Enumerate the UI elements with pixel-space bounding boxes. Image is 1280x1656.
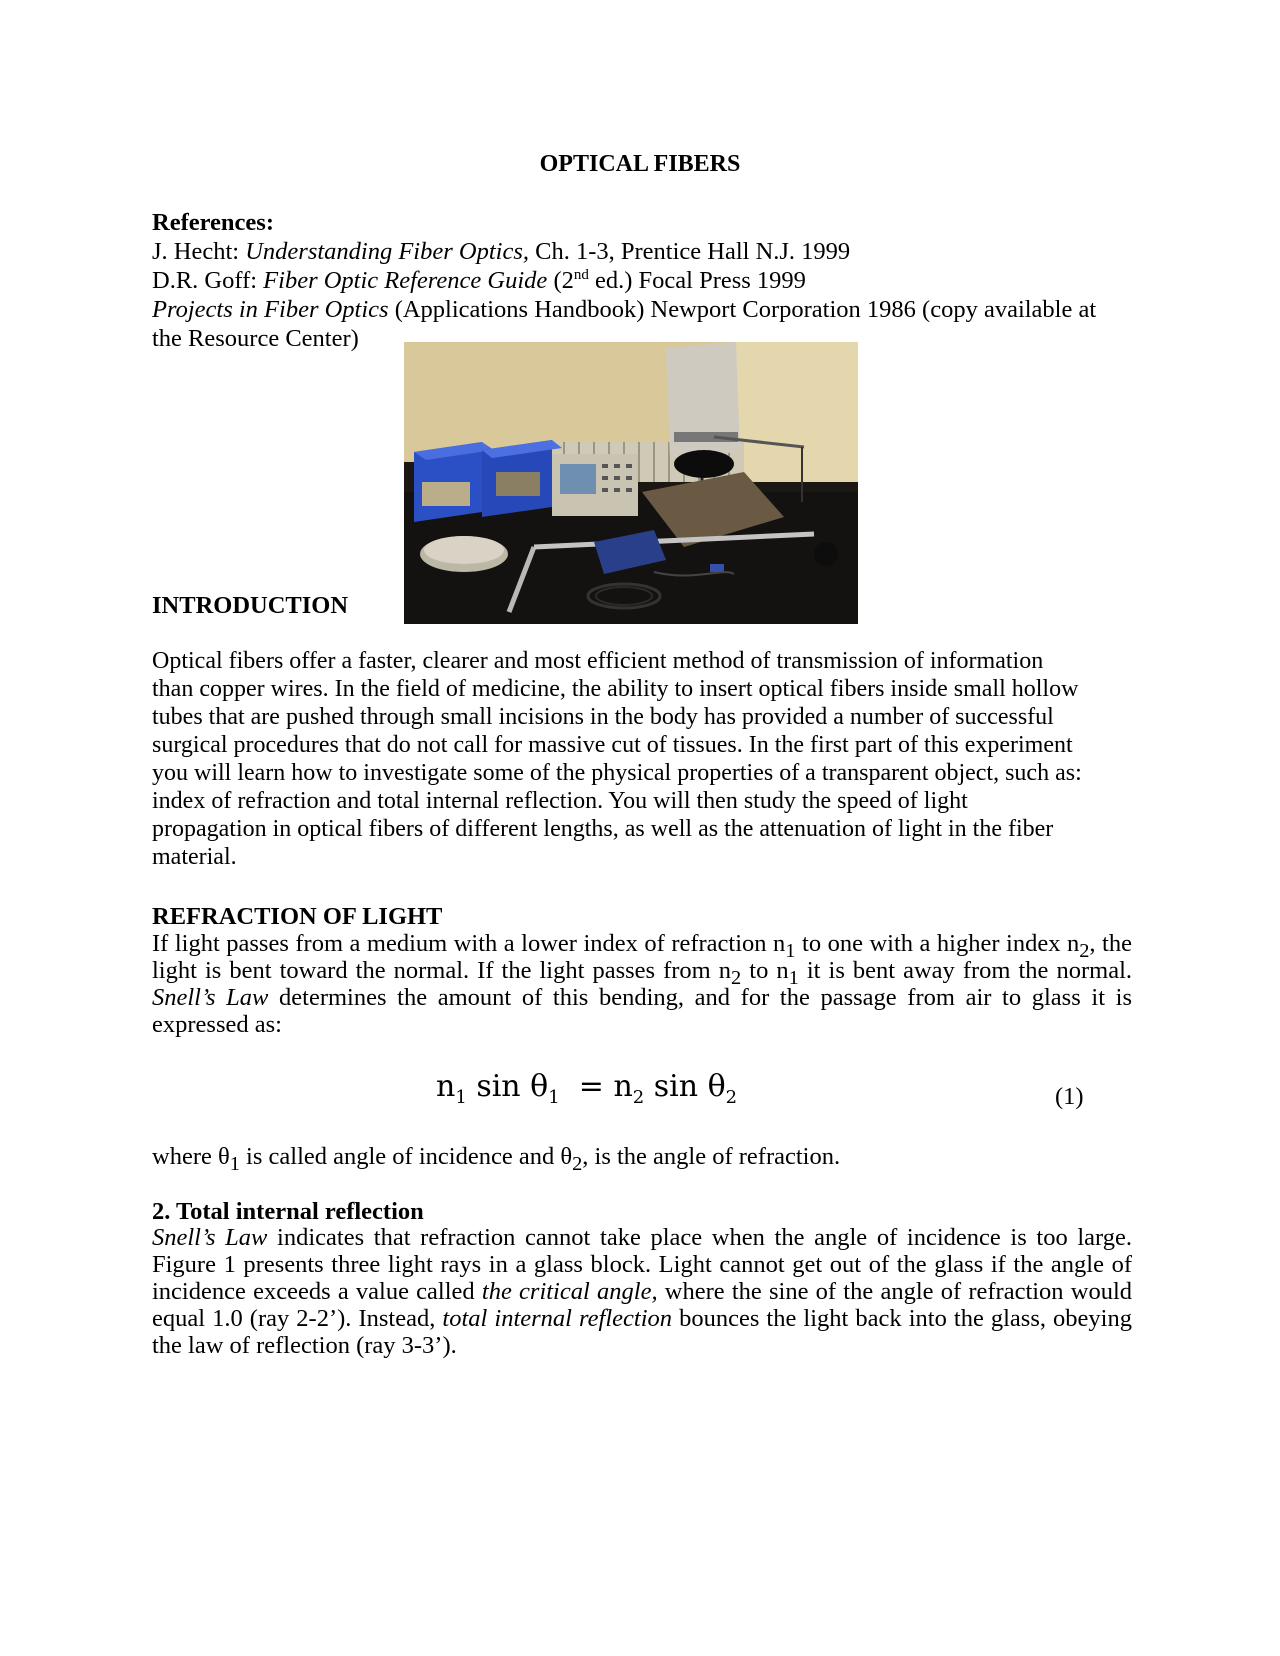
- tir-paragraph: Snell’s Law indicates that refraction cannot take place when the angle of incidence is too large. Figure 1 presents three light rays in a glass block. Light cannot get out of the glass if the angle of incidence exceeds a value called the critical angle, where the sine of the angle of refraction would equal 1.0 (ray 2-2’). Instead, total internal reflection bounces the light back into the glass, obeying the law of reflection (ray 3-3’).: [152, 1224, 1133, 1359]
- apparatus-photo: [404, 342, 858, 624]
- page-title: OPTICAL FIBERS: [539, 151, 741, 177]
- intro-line: you will learn how to investigate some of the physical properties of a transparent object, such as:: [152, 760, 1082, 786]
- intro-line: surgical procedures that do not call for massive cut of tissues. In the first part of this experiment: [152, 732, 1073, 758]
- intro-line: Optical fibers offer a faster, clearer and most efficient method of transmission of information: [152, 648, 1044, 674]
- intro-line: than copper wires. In the field of medicine, the ability to insert optical fibers inside small hollow: [152, 676, 1079, 702]
- introduction-heading: INTRODUCTION: [152, 592, 349, 619]
- reference-2: D.R. Goff: Fiber Optic Reference Guide (2nd ed.) Focal Press 1999: [152, 266, 806, 294]
- refraction-paragraph: If light passes from a medium with a lower index of refraction $n_1$ to one with a higher index $n_2$, the light is bent toward the normal. If the light passes from $n_2$ to $n_1$ it is bent away from the normal. Snell’s Law determines the amount of this bending, and for the passage from air to glass it is expressed as:: [152, 930, 1132, 1038]
- tir-heading: 2. Total internal reflection: [152, 1198, 424, 1225]
- snells-law-equation: $n_1$ $\sin \theta_1 = n_2$ $\sin \theta_2$: [436, 1069, 738, 1108]
- introduction-body: [152, 647, 1132, 871]
- intro-line: tubes that are pushed through small incisions in the body has provided a number of successful: [152, 704, 1054, 730]
- equation-number: (1): [1055, 1083, 1084, 1110]
- intro-line: material.: [152, 844, 237, 870]
- reference-3: Projects in Fiber Optics (Applications Handbook) Newport Corporation 1986 (copy available at: [152, 296, 1097, 323]
- references-heading: References:: [152, 209, 274, 236]
- angle-definitions: where $\theta_1$ is called angle of incidence and $\theta_2$, is the angle of refraction.: [152, 1143, 841, 1175]
- reference-1: J. Hecht: Understanding Fiber Optics, Ch. 1-3, Prentice Hall N.J. 1999: [152, 238, 851, 265]
- intro-line: propagation in optical fibers of different lengths, as well as the attenuation of light in the fiber: [152, 816, 1054, 842]
- intro-line: index of refraction and total internal reflection. You will then study the speed of light: [152, 788, 968, 814]
- refraction-heading: REFRACTION OF LIGHT: [152, 903, 443, 930]
- reference-3-continued: the Resource Center): [152, 325, 359, 352]
